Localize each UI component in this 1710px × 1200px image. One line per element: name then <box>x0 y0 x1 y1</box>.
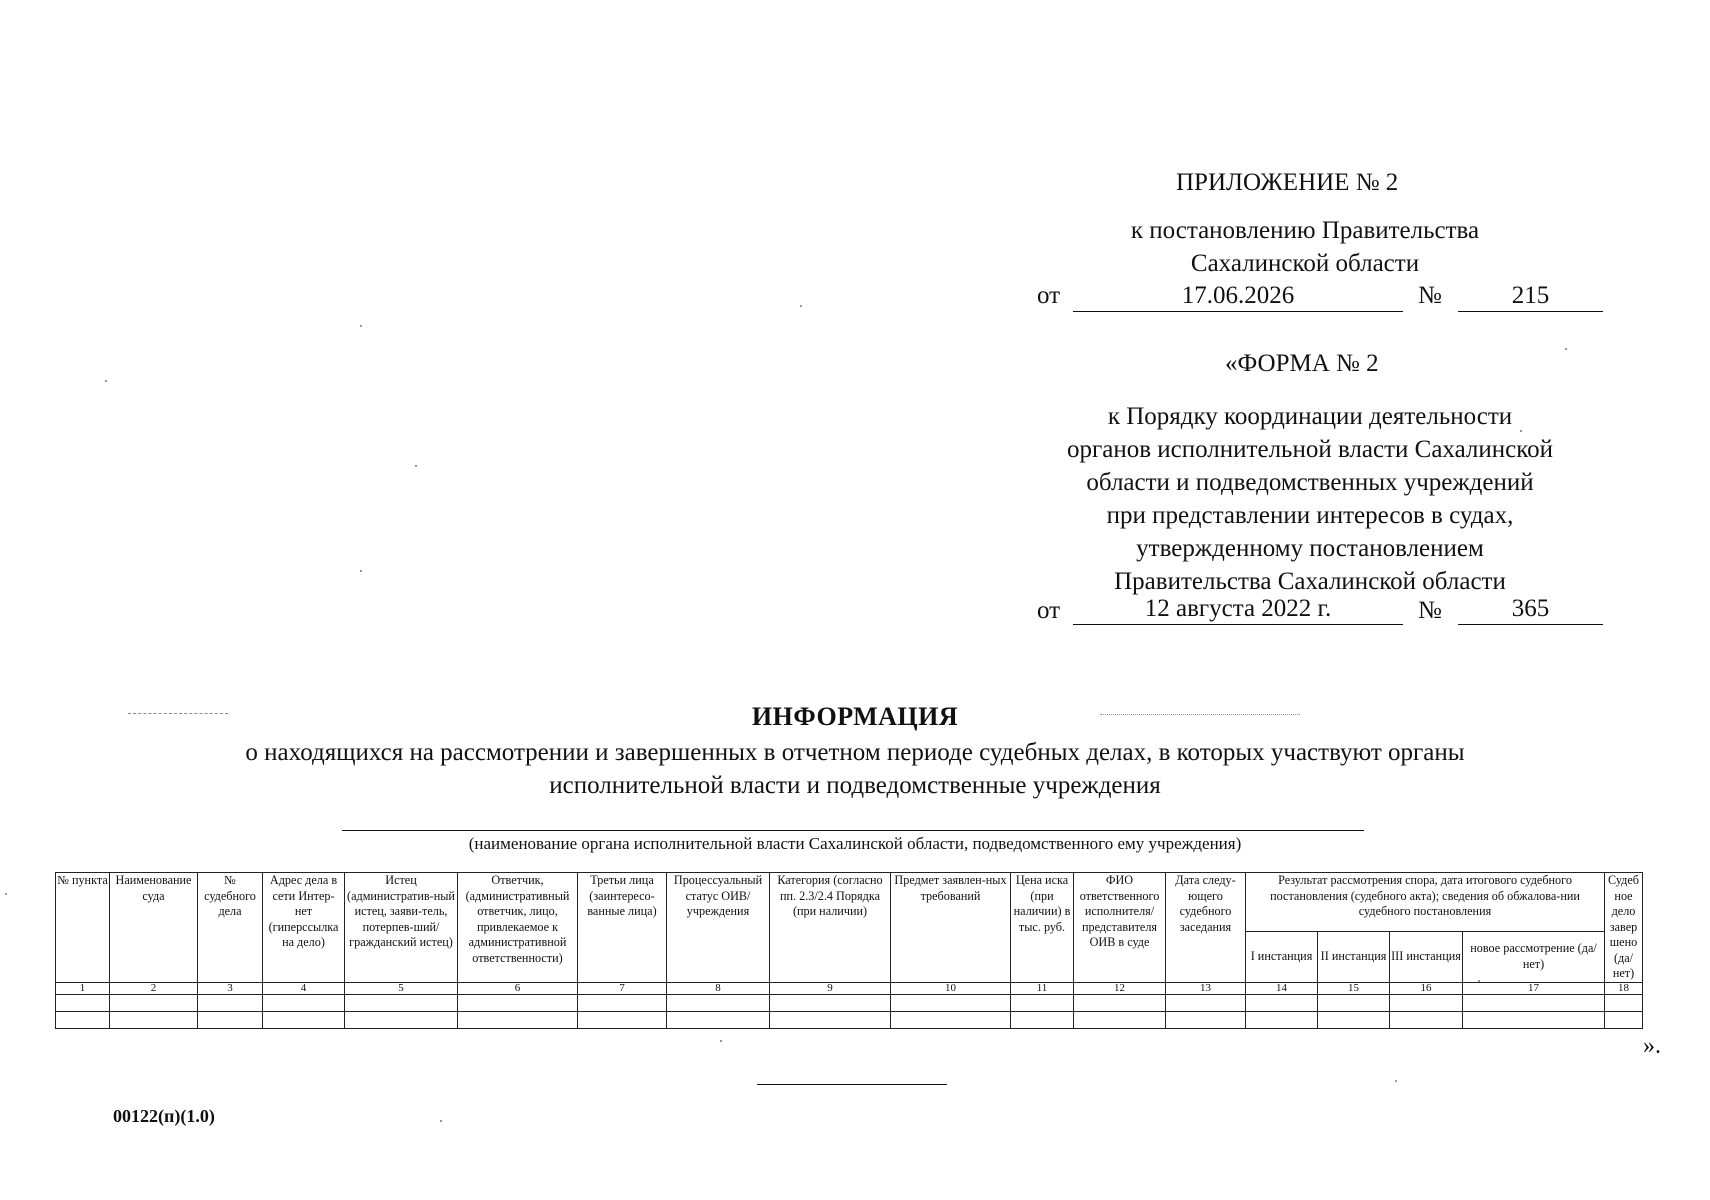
appendix-no-label: № <box>1418 282 1442 309</box>
column-number: 7 <box>578 982 667 994</box>
column-number: 12 <box>1074 982 1166 994</box>
col-header: Третьи лица (заинтересо-ванные лица) <box>578 873 667 983</box>
result-subheader: новое рассмотрение (да/нет) <box>1463 931 1605 982</box>
column-number: 9 <box>770 982 891 994</box>
result-subheader: I инстанция <box>1246 931 1318 982</box>
org-name-line <box>342 830 1364 831</box>
appendix-date: 17.06.2026 <box>1073 281 1403 312</box>
table-row <box>56 994 1643 1011</box>
appendix-heading: ПРИЛОЖЕНИЕ № 2 <box>1176 169 1399 196</box>
form-heading: «ФОРМА № 2 <box>1225 350 1379 377</box>
column-number: 2 <box>110 982 198 994</box>
scan-speck <box>720 1040 722 1042</box>
scan-speck <box>440 1120 442 1122</box>
form-number: 365 <box>1458 594 1603 625</box>
form-line: к Порядку координации деятельности <box>1107 403 1513 430</box>
column-number: 13 <box>1166 982 1246 994</box>
appendix-line-1: к постановлению Правительства <box>1130 217 1480 244</box>
org-name-caption: (наименование органа исполнительной власти Сахалинской области, подведомственного ему учреждения) <box>468 834 1242 853</box>
result-subheader: II инстанция <box>1318 931 1390 982</box>
col-header: № судебного дела <box>198 873 263 983</box>
col-header: Предмет заявлен-ных требований <box>891 873 1011 983</box>
col-header: ФИО ответственного исполнителя/ представителя ОИВ в суде <box>1074 873 1166 983</box>
appendix-number: 215 <box>1458 281 1603 312</box>
document-subtitle-line-1: о находящихся на рассмотрении и завершенных в отчетном периоде судебных делах, в которых участвуют органы <box>245 739 1465 766</box>
scan-speck <box>1478 980 1480 982</box>
col-header: Процессуальный статус ОИВ/ учреждения <box>667 873 770 983</box>
result-group-header: Результат рассмотрения спора, дата итогового судебного постановления (судебного акта); сведения об обжалова-нии судебного постановления <box>1246 873 1605 932</box>
col-header: Судебное дело завершено (да/нет) <box>1605 873 1643 983</box>
form-line: утвержденному постановлением <box>1136 535 1484 562</box>
col-header: Адрес дела в сети Интер-нет (гиперссылка на дело) <box>263 873 345 983</box>
court-cases-table <box>55 872 1643 1029</box>
column-number: 5 <box>345 982 458 994</box>
scan-dash <box>128 713 228 714</box>
scan-speck <box>105 380 107 382</box>
appendix-from-label: от <box>1037 282 1061 309</box>
scan-dash <box>1100 714 1300 715</box>
col-header: Цена иска (при наличии) в тыс. руб. <box>1011 873 1074 983</box>
result-subheader: III инстанция <box>1390 931 1463 982</box>
table-header-row <box>56 873 1643 932</box>
column-number: 8 <box>667 982 770 994</box>
divider-line <box>757 1084 947 1085</box>
appendix-line-2: Сахалинской области <box>1190 250 1420 277</box>
col-header: Ответчик, (административный ответчик, лицо, привлекаемое к административной ответственности) <box>458 873 578 983</box>
document-title: ИНФОРМАЦИЯ <box>751 702 959 731</box>
column-number: 18 <box>1605 982 1643 994</box>
form-line: при представлении интересов в судах, <box>1106 502 1514 529</box>
column-number-row <box>56 982 1643 994</box>
scan-speck <box>360 325 362 327</box>
scan-speck <box>5 893 7 895</box>
column-number: 15 <box>1318 982 1390 994</box>
column-number: 3 <box>198 982 263 994</box>
form-lines <box>1030 400 1590 598</box>
column-number: 16 <box>1390 982 1463 994</box>
col-header: Категория (согласно пп. 2.3/2.4 Порядка (при наличии) <box>770 873 891 983</box>
table-row <box>56 1011 1643 1028</box>
document-subtitle-line-2: исполнительной власти и подведомственные учреждения <box>549 772 1161 799</box>
scan-speck <box>800 305 802 307</box>
col-header: Истец (административ-ный истец, заяви-тель, потерпев-ший/гражданский истец) <box>345 873 458 983</box>
form-from-label: от <box>1037 597 1061 624</box>
document-code: 00122(п)(1.0) <box>113 1106 215 1126</box>
form-no-label: № <box>1418 597 1442 624</box>
column-number: 14 <box>1246 982 1318 994</box>
column-number: 17 <box>1463 982 1605 994</box>
scan-speck <box>1565 348 1567 350</box>
form-line: Правительства Сахалинской области <box>1114 568 1506 595</box>
column-number: 6 <box>458 982 578 994</box>
closing-mark: ». <box>1643 1033 1661 1059</box>
col-header: Дата следу-ющего судебного заседания <box>1166 873 1246 983</box>
scan-speck <box>360 570 362 572</box>
column-number: 11 <box>1011 982 1074 994</box>
col-header: № пункта <box>56 873 110 983</box>
column-number: 4 <box>263 982 345 994</box>
scan-speck <box>1520 430 1522 432</box>
col-header: Наименование суда <box>110 873 198 983</box>
form-line: области и подведомственных учреждений <box>1086 469 1534 496</box>
column-number: 1 <box>56 982 110 994</box>
scan-speck <box>1395 1080 1397 1082</box>
form-date: 12 августа 2022 г. <box>1073 594 1403 625</box>
column-number: 10 <box>891 982 1011 994</box>
form-line: органов исполнительной власти Сахалинской <box>1067 436 1553 463</box>
scan-speck <box>415 465 417 467</box>
